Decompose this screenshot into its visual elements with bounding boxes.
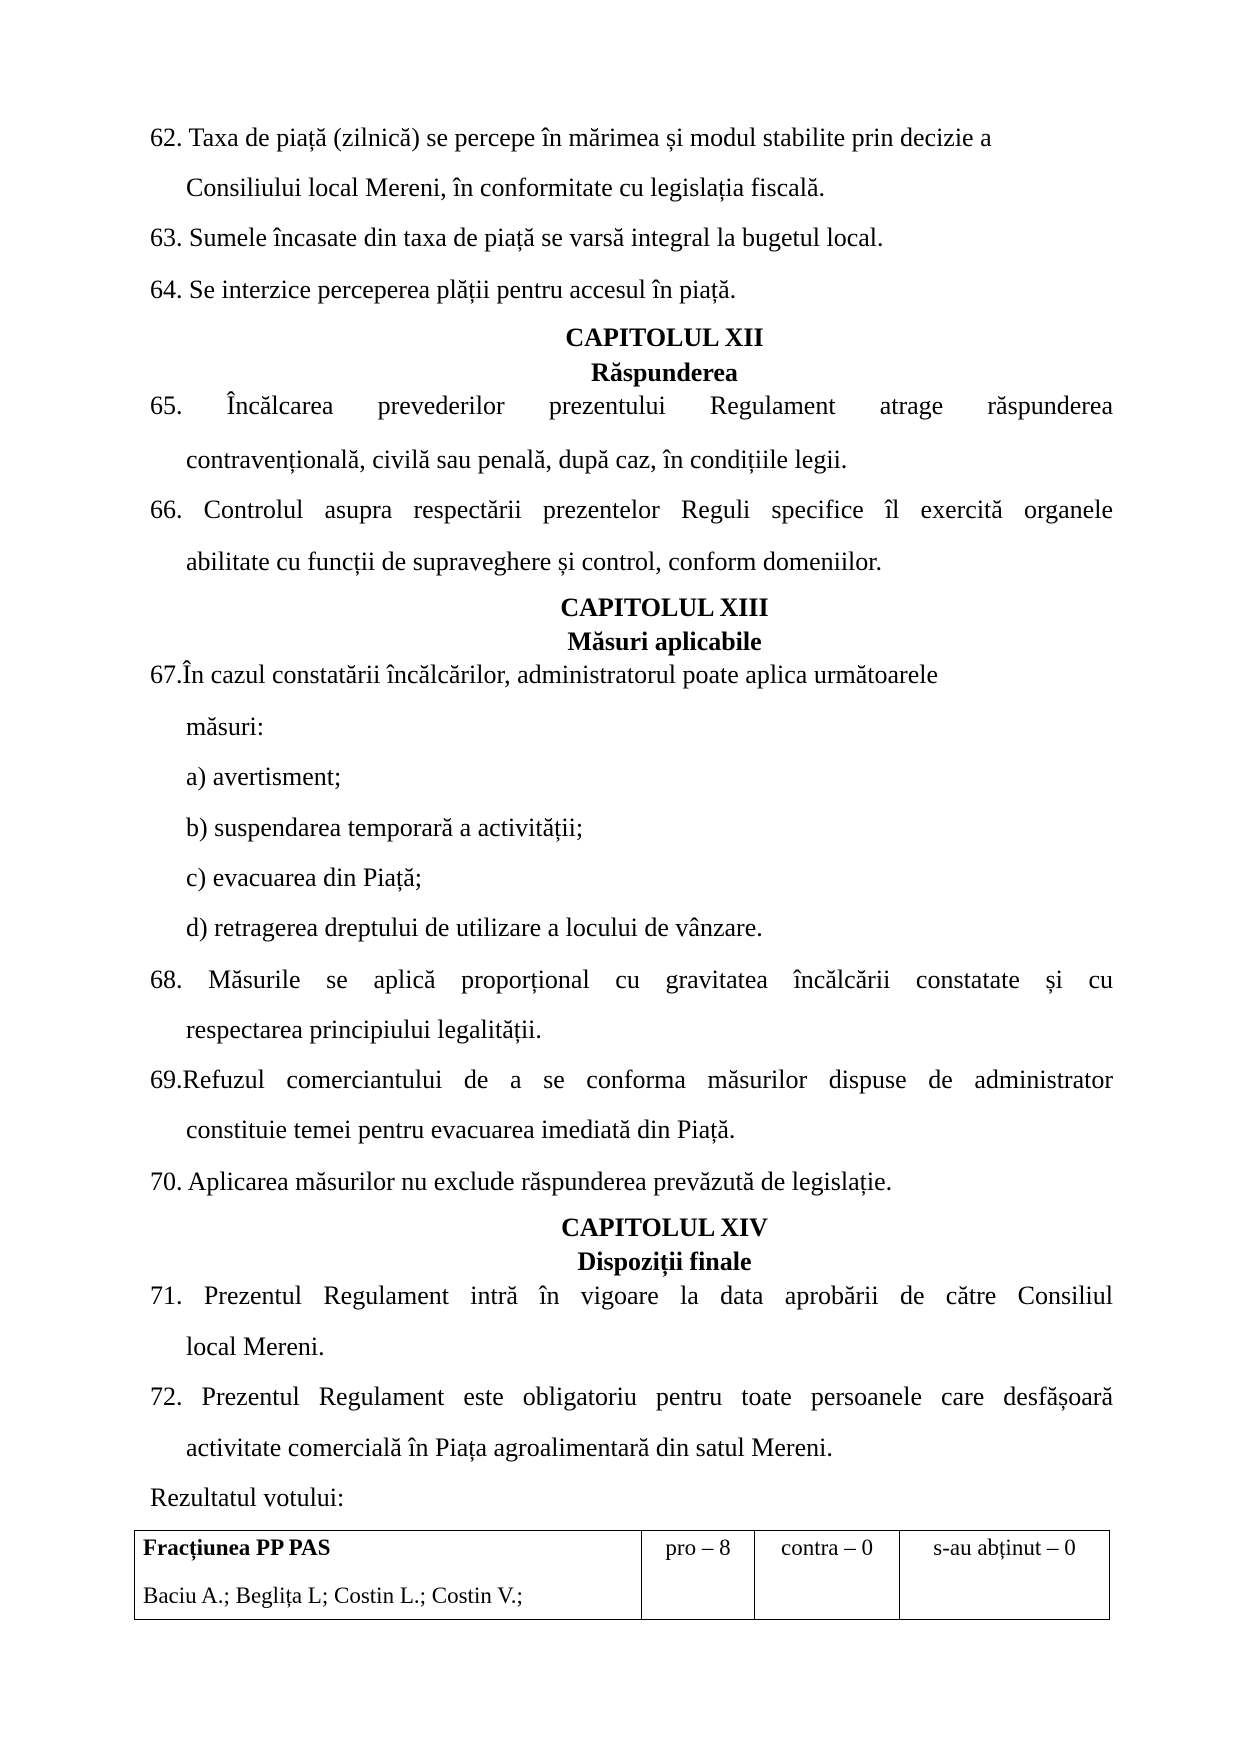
chapter-title: CAPITOLUL XII <box>565 323 764 352</box>
paragraph-71-line-2: local Mereni. <box>186 1332 325 1361</box>
paragraph-66-line-2: abilitate cu funcții de supraveghere și control, conform domeniilor. <box>186 547 883 576</box>
list-item-a: a) avertisment; <box>186 762 342 791</box>
paragraph-65-line-1: 65. Încălcarea prevederilor prezentului Regulament atrage răspunderea <box>150 391 1113 420</box>
paragraph-65-line-2: contravențională, civilă sau penală, după caz, în condițiile legii. <box>186 445 848 474</box>
paragraph-69-line-2: constituie temei pentru evacuarea imediată din Piață. <box>186 1115 736 1144</box>
list-item-b: b) suspendarea temporară a activității; <box>186 813 584 842</box>
faction-cell <box>135 1531 642 1620</box>
paragraph-70: 70. Aplicarea măsurilor nu exclude răspunderea prevăzută de legislație. <box>150 1167 893 1196</box>
paragraph-68-line-2: respectarea principiului legalității. <box>186 1015 542 1044</box>
paragraph-64: 64. Se interzice perceperea plății pentru accesul în piață. <box>150 275 737 304</box>
pro-count: pro – 8 <box>642 1531 755 1620</box>
faction-name: Fracțiunea PP PAS <box>143 1535 331 1560</box>
paragraph-71-line-1: 71. Prezentul Regulament intră în vigoare la data aprobării de către Consiliul <box>150 1281 1113 1310</box>
paragraph-67-line-2: măsuri: <box>186 712 264 741</box>
paragraph-66-line-1: 66. Controlul asupra respectării prezentelor Reguli specifice îl exercită organele <box>150 495 1113 524</box>
abstain-count: s-au abținut – 0 <box>900 1531 1110 1620</box>
chapter-subtitle: Răspunderea <box>591 358 738 387</box>
faction-members: Baciu A.; Beglița L; Costin L.; Costin V.; <box>143 1583 523 1608</box>
paragraph-68-line-1: 68. Măsurile se aplică proporțional cu gravitatea încălcării constatate și cu <box>150 965 1113 994</box>
paragraph-72-line-2: activitate comercială în Piața agroalimentară din satul Mereni. <box>186 1433 833 1462</box>
list-item-d: d) retragerea dreptului de utilizare a locului de vânzare. <box>186 913 763 942</box>
chapter-subtitle: Măsuri aplicabile <box>567 627 762 656</box>
chapter-13-subtitle <box>0 627 1241 657</box>
vote-result-label: Rezultatul votului: <box>150 1483 345 1512</box>
chapter-13-title <box>0 593 1241 623</box>
chapter-12-title <box>0 323 1241 353</box>
chapter-subtitle: Dispoziții finale <box>577 1247 752 1276</box>
paragraph-63: 63. Sumele încasate din taxa de piață se varsă integral la bugetul local. <box>150 223 884 252</box>
paragraph-69-line-1: 69.Refuzul comerciantului de a se conforma măsurilor dispuse de administrator <box>150 1065 1113 1094</box>
list-item-c: c) evacuarea din Piață; <box>186 863 423 892</box>
paragraph-62-line-1: 62. Taxa de piață (zilnică) se percepe în mărimea și modul stabilite prin decizie a <box>150 123 992 152</box>
chapter-title: CAPITOLUL XIII <box>560 593 769 622</box>
chapter-14-title <box>0 1213 1241 1243</box>
chapter-14-subtitle <box>0 1247 1241 1277</box>
contra-count: contra – 0 <box>755 1531 900 1620</box>
table-row <box>135 1531 1110 1620</box>
chapter-12-subtitle <box>0 358 1241 388</box>
paragraph-72-line-1: 72. Prezentul Regulament este obligatoriu pentru toate persoanele care desfășoară <box>150 1382 1113 1411</box>
paragraph-62-line-2: Consiliului local Mereni, în conformitate cu legislația fiscală. <box>186 173 825 202</box>
chapter-title: CAPITOLUL XIV <box>561 1213 768 1242</box>
paragraph-67-line-1: 67.În cazul constatării încălcărilor, administratorul poate aplica următoarele <box>150 660 938 689</box>
vote-table <box>134 1530 1110 1620</box>
